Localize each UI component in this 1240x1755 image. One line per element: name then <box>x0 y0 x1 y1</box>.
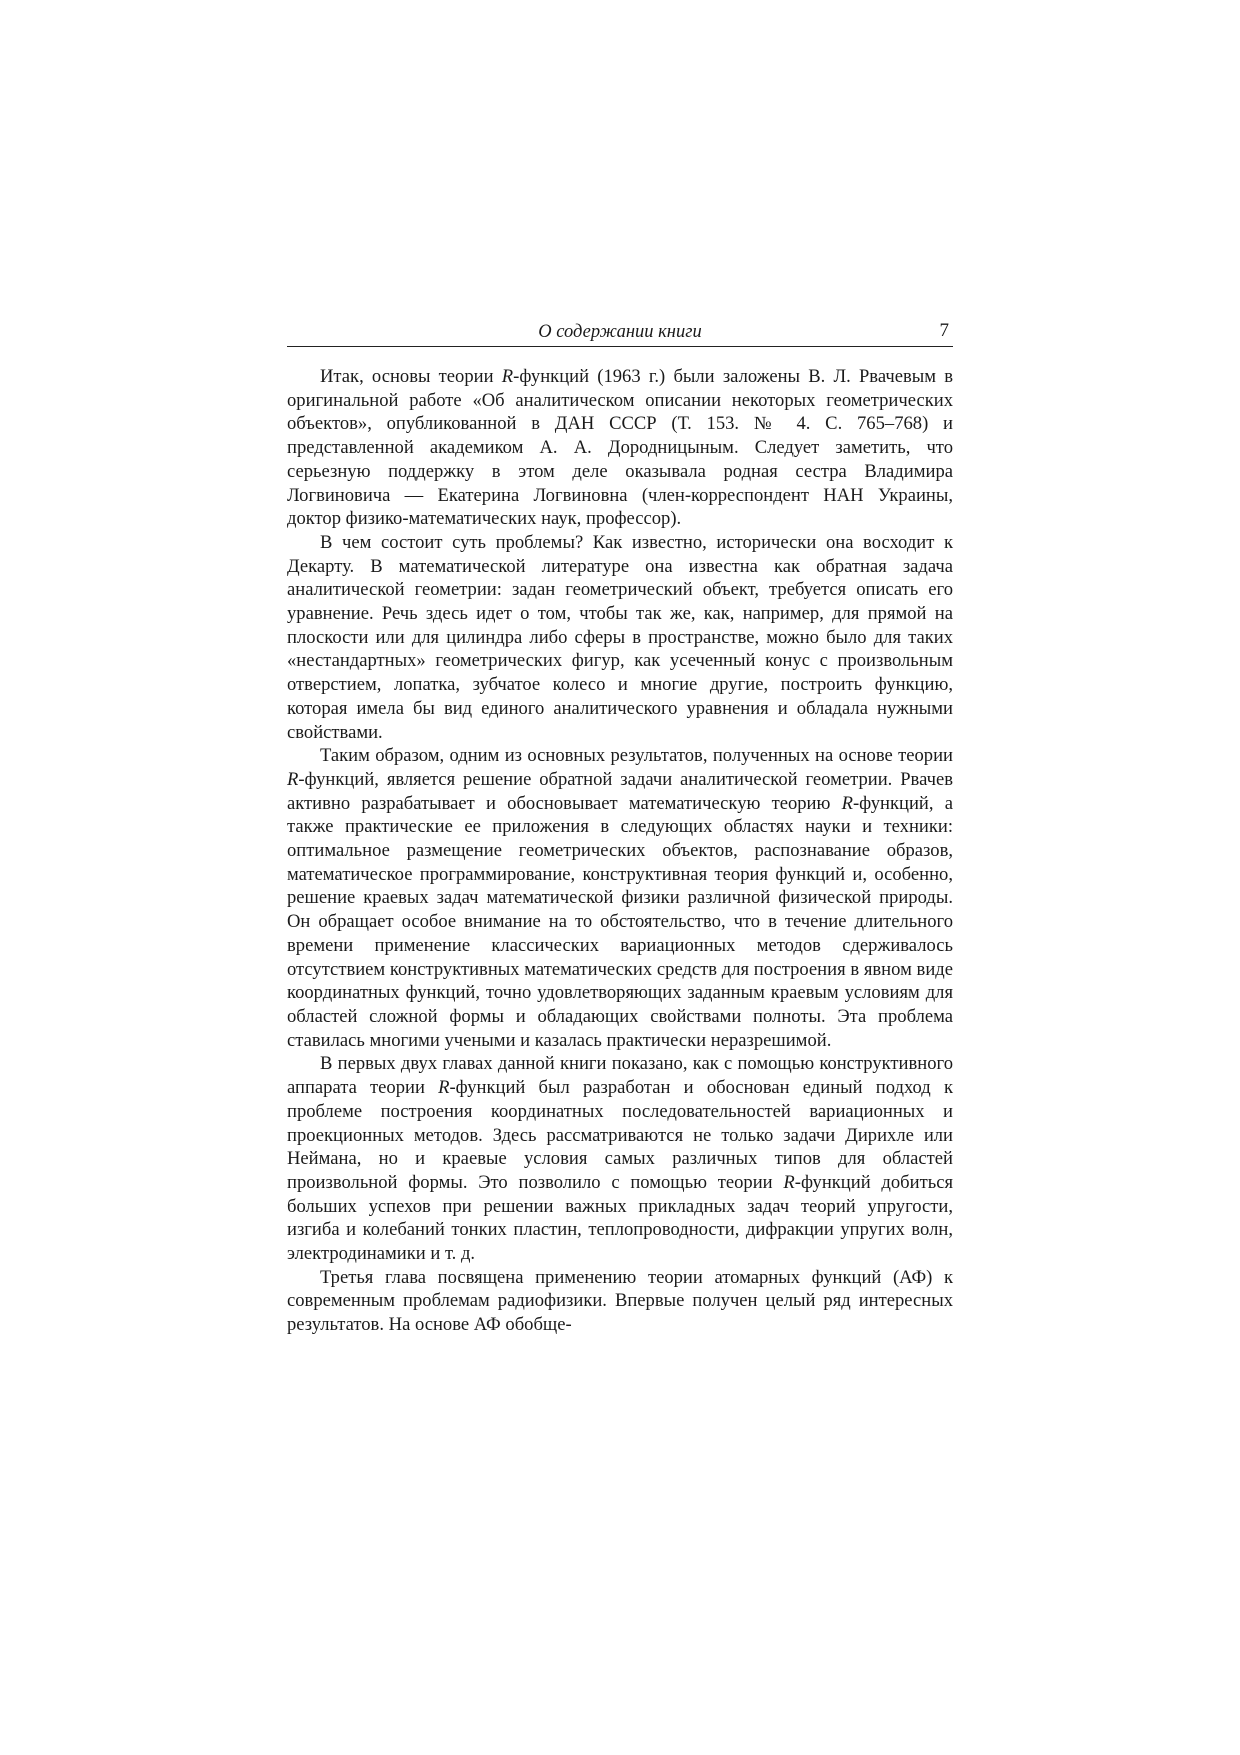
math-symbol-r: R <box>783 1171 795 1193</box>
body-text <box>287 365 953 1337</box>
text-run: -функций (1963 г.) были заложены В. Л. Рвачевым в оригинальной работе «Об аналитическом описании некоторых геометрических объектов», опубликованной в ДАН СССР (Т. 153. № 4. С. 765–768) и представленной академиком А. А. Дородницыным. Следует заметить, что серьезную поддержку в этом деле оказывала родная сестра Владимира Логвиновича — Екатерина Логвиновна (член-корреспондент НАН Украины, доктор физико-математических наук, профессор). <box>287 366 953 530</box>
math-symbol-r: R <box>438 1077 450 1099</box>
text-run: Итак, основы теории <box>320 366 502 387</box>
text-run: В первых двух главах данной книги показано, как с помощью конструктивного аппарата теории <box>287 1053 953 1099</box>
math-symbol-r: R <box>841 792 853 814</box>
text-run: Таким образом, одним из основных результатов, полученных на основе теории <box>320 745 953 767</box>
paragraph-1 <box>287 365 953 531</box>
paragraph-2 <box>287 531 953 744</box>
page-number: 7 <box>939 320 949 341</box>
math-symbol-r: R <box>501 366 514 387</box>
text-run: -функций добиться больших успехов при решении важных прикладных задач теорий упругости, изгиба и колебаний тонких пластин, теплопроводности, дифракции упругих волн, электродинамики и т. д. <box>287 1171 953 1265</box>
running-head <box>287 318 953 347</box>
text-run: -функций был разработан и обоснован единый подход к проблеме построения координатных последовательностей вариационных и проекционных методов. Здесь рассматриваются не только задачи Дирихле или Неймана, но и краевые условия самых различных типов для областей произвольной формы. Это позволило с помощью теории <box>287 1077 953 1193</box>
text-run: -функций, является решение обратной задачи аналитической геометрии. Рвачев активно разрабатывает и обосновывает математическую теорию <box>287 768 953 814</box>
paragraph-3 <box>287 744 953 1052</box>
book-page <box>287 318 953 1337</box>
text-run: Третья глава посвящена применению теории атомарных функций (АФ) к современным проблемам радиофизики. Впервые получен целый ряд интересных результатов. На основе АФ обобще- <box>287 1266 953 1336</box>
math-symbol-r: R <box>287 768 299 790</box>
text-run: -функций, а также практические ее приложения в следующих областях науки и техники: оптимальное размещение геометрических объектов, распознавание образов, математическое программирование, конструктивная теория функций и, особенно, решение краевых задач математической физики различной физической природы. Он обращает особое внимание на то обстоятельство, что в течение длительного времени применение классических вариационных методов сдерживалось отсутствием конструктивных математических средств для построения в явном виде координатных функций, точно удовлетворяющих заданным краевым условиям для областей сложной формы и обладающих свойствами полноты. Эта проблема ставилась многими учеными и казалась практически неразрешимой. <box>287 792 953 1051</box>
paragraph-5 <box>287 1266 953 1337</box>
paragraph-4 <box>287 1052 953 1265</box>
running-title: О содержании книги <box>538 322 702 342</box>
text-run: В чем состоит суть проблемы? Как известно, исторически она восходит к Декарту. В математической литературе она известна как обратная задача аналитической геометрии: задан геометрический объект, требуется описать его уравнение. Речь здесь идет о том, чтобы так же, как, например, для прямой на плоскости или для цилиндра либо сферы в пространстве, можно было для таких «нестандартных» геометрических фигур, как усеченный конус с произвольным отверстием, лопатка, зубчатое колесо и многие другие, построить функцию, которая имела бы вид единого аналитического уравнения и обладала нужными свойствами. <box>287 531 953 743</box>
